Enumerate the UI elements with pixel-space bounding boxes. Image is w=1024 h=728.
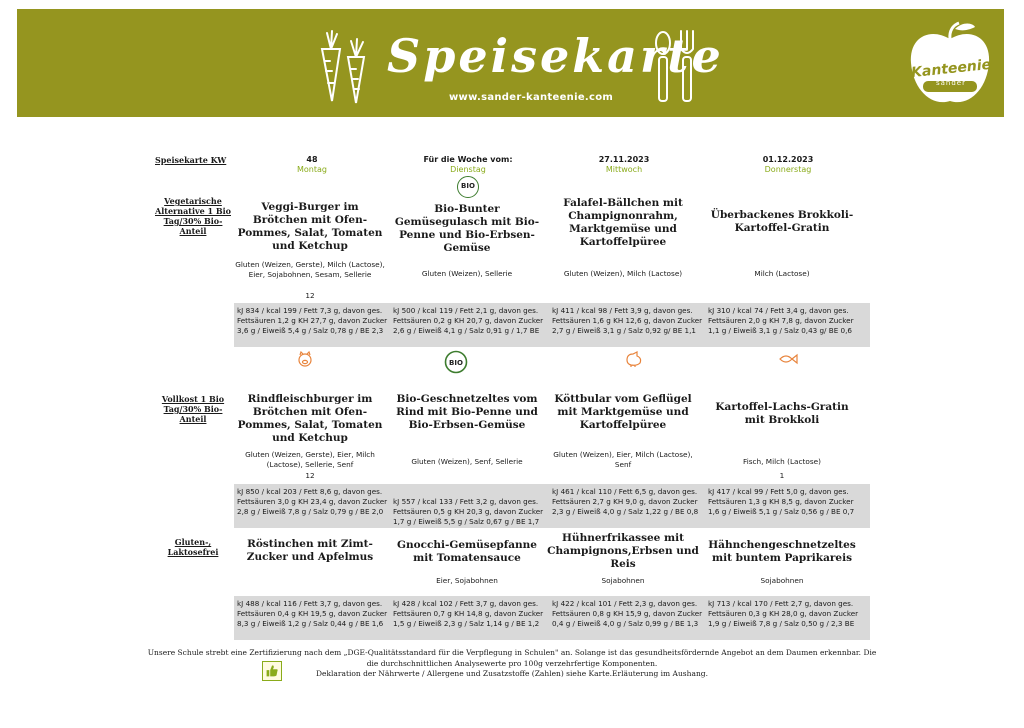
allergen-text: Sojabohnen xyxy=(760,576,804,585)
category-label-vegetarian: Vegetarische Alternative 1 Bio Tag/30% Bio-Anteil xyxy=(155,196,231,236)
nutrition-info: kJ 411 / kcal 98 / Fett 3,9 g, davon ges. Fettsäuren 1,6 g KH 12,6 g, davon Zucker 2,7 g / Eiweiß 3,1 g / Salz 0,92 g/ BE 1,1 xyxy=(550,304,705,346)
allergen-text: Gluten (Weizen), Milch (Lactose) xyxy=(563,269,683,278)
fish-icon xyxy=(778,353,798,365)
logo-subtitle: sander xyxy=(935,79,966,87)
nutrition-info: kJ 488 / kcal 116 / Fett 3,7 g, davon ges. Fettsäuren 0,4 g KH 19,5 g, davon Zucker 8,3 g / Eiweiß 1,2 g / Salz 0,44 g / BE 1,6 xyxy=(235,597,390,639)
footer-text-line1: Unsere Schule strebt eine Zertifizierung nach dem „DGE-Qualitätsstandard für die Verpflegung in Schulen" an. Solange ist das gesundheitsfördernde Angebot an dem Daumen erkennbar. Die xyxy=(147,648,877,657)
nutrition-info: kJ 461 / kcal 110 / Fett 6,5 g, davon ges. Fettsäuren 2,7 g KH 9,0 g, davon Zucker 2,3 g / Eiweiß 4,0 g / Salz 1,22 g / BE 0,8 xyxy=(550,485,705,527)
nutrition-info: kJ 310 / kcal 74 / Fett 3,4 g, davon ges. Fettsäuren 2,0 g KH 7,8 g, davon Zucker 1,1 g / Eiweiß 3,1 g / Salz 0,43 g/ BE 0,6 xyxy=(706,304,861,346)
nutrition-info: kJ 428 / kcal 102 / Fett 3,7 g, davon ges. Fettsäuren 0,7 g KH 14,8 g, davon Zucker 1,5 g / Eiweiß 2,3 g / Salz 1,14 g / BE 1,2 xyxy=(391,597,546,639)
dish-name: Bio-Geschnetzeltes vom Rind mit Bio-Penne und Bio-Erbsen-Gemüse xyxy=(396,393,538,431)
website-link[interactable]: www.sander-kanteenie.com xyxy=(449,92,614,103)
dish-name: Falafel-Bällchen mit Champignonrahm, Marktgemüse und Kartoffelpüree xyxy=(563,197,683,248)
pig-icon xyxy=(296,350,314,368)
dish-name: Veggi-Burger im Brötchen mit Ofen-Pommes, Salat, Tomaten und Ketchup xyxy=(237,201,383,252)
allergen-text: Gluten (Weizen, Gerste), Milch (Lactose), Eier, Sojabohnen, Sesam, Sellerie xyxy=(235,260,385,279)
allergen-text: Gluten (Weizen), Sellerie xyxy=(421,269,513,278)
week-number: 48 xyxy=(306,155,318,164)
dish-name: Köttbular vom Geflügel mit Marktgemüse und Kartoffelpüree xyxy=(554,393,692,431)
dish-name: Rindfleischburger im Brötchen mit Ofen-Pommes, Salat, Tomaten und Ketchup xyxy=(237,393,383,444)
allergen-text: Gluten (Weizen, Gerste), Eier, Milch (Lactose), Sellerie, Senf xyxy=(245,450,375,469)
allergen-text: Sojabohnen xyxy=(601,576,645,585)
day-tuesday: Dienstag xyxy=(450,165,486,174)
page-title: Speisekarte xyxy=(387,29,724,83)
allergen-text: Eier, Sojabohnen xyxy=(436,576,498,585)
bio-icon: BIO xyxy=(457,176,479,198)
for-week-label: Für die Woche vom: xyxy=(423,155,513,164)
thumbs-up-icon xyxy=(262,661,282,681)
day-thursday: Donnerstag xyxy=(764,165,812,174)
day-wednesday: Mittwoch xyxy=(605,165,643,174)
category-label-vollkost: Vollkost 1 Bio Tag/30% Bio-Anteil xyxy=(161,394,225,424)
dish-name: Überbackenes Brokkoli-Kartoffel-Gratin xyxy=(710,209,854,234)
footer-text-line2: die durchschnittlichen Analysewerte pro 100g verzehrfertige Komponenten. xyxy=(366,659,658,668)
allergen-text: Milch (Lactose) xyxy=(754,269,810,278)
svg-text:BIO: BIO xyxy=(449,359,463,367)
dish-name: Röstinchen mit Zimt-Zucker und Apfelmus xyxy=(246,538,374,563)
dish-name: Hühnerfrikassee mit Champignons,Erbsen und Reis xyxy=(547,532,699,570)
bio-icon xyxy=(444,350,468,374)
to-date: 01.12.2023 xyxy=(762,155,814,164)
additive-number: 12 xyxy=(305,291,315,300)
allergen-text: Gluten (Weizen), Senf, Sellerie xyxy=(411,457,523,466)
chicken-icon xyxy=(624,350,644,368)
nutrition-info: kJ 850 / kcal 203 / Fett 8,6 g, davon ges. Fettsäuren 3,0 g KH 23,4 g, davon Zucker 2,8 g / Eiweiß 7,8 g / Salz 0,79 g / BE 2,0 xyxy=(235,485,390,527)
from-date: 27.11.2023 xyxy=(598,155,650,164)
dish-name: Kartoffel-Lachs-Gratin mit Brokkoli xyxy=(715,401,849,426)
nutrition-info: kJ 834 / kcal 199 / Fett 7,3 g, davon ges. Fettsäuren 1,2 g KH 27,7 g, davon Zucker 3,6 g / Eiweiß 5,4 g / Salz 0,78 g / BE 2,3 xyxy=(235,304,390,346)
carrot-icon xyxy=(314,27,376,107)
footer-text-line3: Deklaration der Nährwerte / Allergene und Zusatzstoffe (Zahlen) siehe Karte.Erläuterung im Aushang. xyxy=(316,669,708,678)
additive-number: 1 xyxy=(779,471,785,480)
nutrition-info: kJ 500 / kcal 119 / Fett 2,1 g, davon ges. Fettsäuren 0,2 g KH 20,7 g, davon Zucker 2,6 g / Eiweiß 4,1 g / Salz 0,91 g / 1,7 BE xyxy=(391,304,546,346)
day-monday: Montag xyxy=(297,165,327,174)
allergen-text: Fisch, Milch (Lactose) xyxy=(743,457,821,466)
nutrition-info: kJ 417 / kcal 99 / Fett 5,0 g, davon ges. Fettsäuren 1,3 g KH 8,5 g, davon Zucker 1,6 g / Eiweiß 5,1 g / Salz 0,56 g / BE 0,7 xyxy=(706,485,861,527)
week-label: Speisekarte KW xyxy=(155,155,227,165)
header-banner xyxy=(17,9,1004,117)
nutrition-info: kJ 713 / kcal 170 / Fett 2,7 g, davon ges. Fettsäuren 0,3 g KH 28,0 g, davon Zucker 1,9 g / Eiweiß 7,8 g / Salz 0,50 g / 2,3 BE xyxy=(706,597,861,639)
category-label-gluten-free: Gluten-, Laktosefrei xyxy=(167,537,219,557)
additive-number: 12 xyxy=(305,471,315,480)
dish-name: Hähnchengeschnetzeltes mit buntem Paprikareis xyxy=(708,539,856,564)
logo-wordmark: Kanteenie xyxy=(910,56,992,82)
allergen-text: Gluten (Weizen), Eier, Milch (Lactose), Senf xyxy=(553,450,693,469)
nutrition-info: kJ 557 / kcal 133 / Fett 3,2 g, davon ges. Fettsäuren 0,5 g KH 20,3 g, davon Zucker 1,7 g / Eiweiß 5,5 g / Salz 0,67 g / BE 1,7 xyxy=(391,495,546,527)
dish-name: Bio-Bunter Gemüsegulasch mit Bio-Penne und Bio-Erbsen-Gemüse xyxy=(394,203,540,254)
dish-name: Gnocchi-Gemüsepfanne mit Tomatensauce xyxy=(397,539,537,564)
nutrition-info: kJ 422 / kcal 101 / Fett 2,3 g, davon ges. Fettsäuren 0,8 g KH 15,9 g, davon Zucker 0,4 g / Eiweiß 4,0 g / Salz 0,99 g / BE 1,3 xyxy=(550,597,705,639)
